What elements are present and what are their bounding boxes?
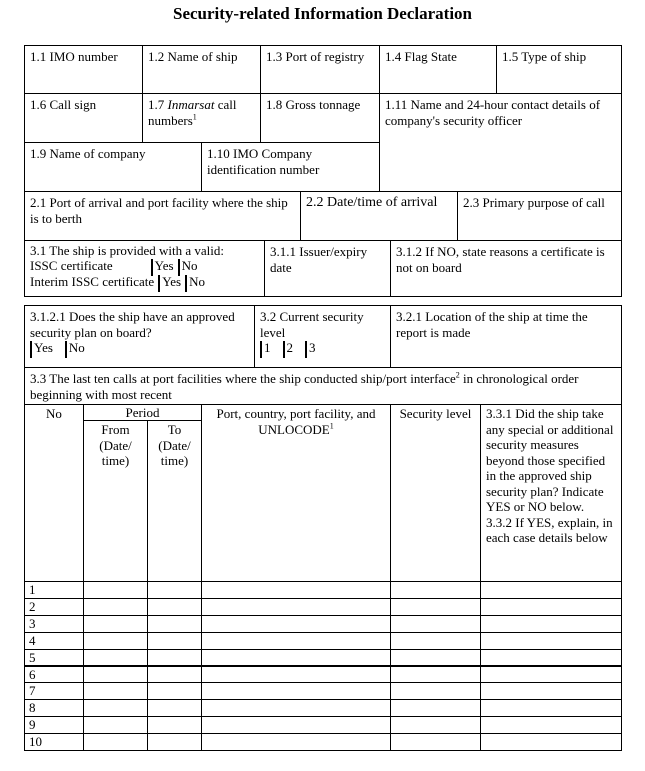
col-from-header xyxy=(83,420,148,582)
col-no-header xyxy=(24,404,84,582)
purpose-label: 2.3 Primary purpose of call xyxy=(463,195,605,210)
row-number: 8 xyxy=(24,699,84,717)
purpose-field[interactable] xyxy=(457,191,622,241)
reason-no-certificate-label: 3.1.2 If NO, state reasons a certificate is not on board xyxy=(396,244,605,275)
certificate-label: 3.1 The ship is provided with a valid: xyxy=(30,243,225,258)
row-to-cell[interactable] xyxy=(147,581,202,599)
level-3-checkbox[interactable] xyxy=(305,341,307,358)
company-name-label: 1.9 Name of company xyxy=(30,146,146,161)
col-measures-label: 3.3.1 Did the ship take any special or additional security measures beyond those specified in the approved ship security plan? Indicate YES or NO below. xyxy=(486,406,614,514)
row-to-cell[interactable] xyxy=(147,733,202,751)
cso-field[interactable] xyxy=(379,93,622,192)
row-number: 3 xyxy=(24,615,84,633)
security-level-field xyxy=(254,305,391,368)
level-2-label: 2 xyxy=(286,340,293,355)
security-plan-field xyxy=(24,305,255,368)
col-period-header xyxy=(83,404,202,421)
ship-name-label: 1.2 Name of ship xyxy=(148,49,238,64)
row-measures-cell[interactable] xyxy=(480,598,622,616)
imo-number-field[interactable] xyxy=(24,45,143,94)
row-measures-cell[interactable] xyxy=(480,666,622,684)
row-measures-cell[interactable] xyxy=(480,649,622,667)
port-arrival-field[interactable] xyxy=(24,191,301,241)
row-to-cell[interactable] xyxy=(147,615,202,633)
col-to-header xyxy=(147,420,202,582)
col-port-header xyxy=(201,404,391,582)
cso-label: 1.11 Name and 24-hour contact details of company's security officer xyxy=(385,97,601,128)
issc-yes-label: Yes xyxy=(154,257,174,273)
row-measures-cell[interactable] xyxy=(480,682,622,700)
issc-row xyxy=(30,259,259,276)
level-3-label: 3 xyxy=(309,340,316,355)
plan-yes-label: Yes xyxy=(34,340,53,355)
ship-type-label: 1.5 Type of ship xyxy=(502,49,587,64)
col-from-label: From (Date/ time) xyxy=(99,422,132,468)
row-from-cell[interactable] xyxy=(83,733,148,751)
row-from-cell[interactable] xyxy=(83,666,148,684)
row-security-level-cell[interactable] xyxy=(390,598,481,616)
interim-issc-label: Interim ISSC certificate xyxy=(30,274,155,289)
row-number: 10 xyxy=(24,733,84,751)
port-registry-field[interactable] xyxy=(260,45,380,94)
row-measures-cell[interactable] xyxy=(480,632,622,650)
interim-issc-row xyxy=(30,275,259,292)
issuer-expiry-field[interactable] xyxy=(264,240,391,297)
row-from-cell[interactable] xyxy=(83,699,148,717)
row-from-cell[interactable] xyxy=(83,682,148,700)
col-period-label: Period xyxy=(125,405,160,420)
certificate-field xyxy=(24,240,265,297)
call-sign-label: 1.6 Call sign xyxy=(30,97,97,112)
row-from-cell[interactable] xyxy=(83,598,148,616)
flag-state-field[interactable] xyxy=(379,45,497,94)
last-calls-label-prefix: 3.3 The last ten calls at port facilities where the ship conducted ship/port interface xyxy=(30,371,456,386)
gross-tonnage-field[interactable] xyxy=(260,93,380,143)
col-to-label: To (Date/ time) xyxy=(158,422,191,468)
row-measures-cell[interactable] xyxy=(480,716,622,734)
row-port-cell[interactable] xyxy=(201,632,391,650)
row-port-cell[interactable] xyxy=(201,733,391,751)
declaration-form xyxy=(24,45,622,751)
row-port-cell[interactable] xyxy=(201,666,391,684)
col-security-level-label: Security level xyxy=(399,406,472,421)
form-title: Security-related Information Declaration xyxy=(172,4,472,23)
row-security-level-cell[interactable] xyxy=(390,581,481,599)
footnote-marker: 2 xyxy=(455,370,460,380)
row-port-cell[interactable] xyxy=(201,581,391,599)
row-security-level-cell[interactable] xyxy=(390,682,481,700)
row-measures-cell[interactable] xyxy=(480,615,622,633)
row-from-cell[interactable] xyxy=(83,632,148,650)
row-number: 7 xyxy=(24,682,84,700)
level-1-checkbox[interactable] xyxy=(260,341,262,358)
row-from-cell[interactable] xyxy=(83,649,148,667)
row-number: 2 xyxy=(24,598,84,616)
row-to-cell[interactable] xyxy=(147,682,202,700)
inmarsat-field[interactable] xyxy=(142,93,261,143)
row-security-level-cell[interactable] xyxy=(390,699,481,717)
row-number: 1 xyxy=(24,581,84,599)
last-calls-label-suffix: in chronological order beginning with most recent xyxy=(30,371,579,402)
row-from-cell[interactable] xyxy=(83,581,148,599)
security-plan-options xyxy=(30,340,249,358)
flag-state-label: 1.4 Flag State xyxy=(385,49,457,64)
issc-yes-checkbox[interactable] xyxy=(151,259,153,276)
gross-tonnage-label: 1.8 Gross tonnage xyxy=(266,97,361,112)
col-no-label: No xyxy=(46,406,62,421)
security-plan-label: 3.1.2.1 Does the ship have an approved security plan on board? xyxy=(30,309,235,340)
row-port-cell[interactable] xyxy=(201,682,391,700)
ship-location-field[interactable] xyxy=(390,305,622,368)
issc-label: ISSC certificate xyxy=(30,257,113,273)
footnote-marker: 1 xyxy=(329,421,334,431)
row-number: 5 xyxy=(24,649,84,667)
row-to-cell[interactable] xyxy=(147,649,202,667)
col-measures-header xyxy=(480,404,622,582)
row-to-cell[interactable] xyxy=(147,666,202,684)
inmarsat-label-suffix: call numbers xyxy=(148,97,237,128)
interim-yes-label: Yes xyxy=(162,274,182,289)
col-port-label: Port, country, port facility, and UNLOCODE xyxy=(216,406,376,437)
arrival-datetime-field[interactable] xyxy=(300,191,458,241)
col-explain-label: 3.3.2 If YES, explain, in each case details below xyxy=(486,514,613,545)
interim-no-checkbox[interactable] xyxy=(185,275,187,292)
security-level-label: 3.2 Current security level xyxy=(260,309,364,340)
row-security-level-cell[interactable] xyxy=(390,649,481,667)
row-security-level-cell[interactable] xyxy=(390,615,481,633)
arrival-datetime-label: 2.2 Date/time of arrival xyxy=(306,195,438,210)
row-to-cell[interactable] xyxy=(147,716,202,734)
issc-no-label: No xyxy=(181,257,198,273)
row-number: 9 xyxy=(24,716,84,734)
company-id-field[interactable] xyxy=(201,142,380,192)
inmarsat-label-italic: Inmarsat xyxy=(167,97,215,112)
ship-location-label: 3.2.1 Location of the ship at time the report is made xyxy=(396,309,588,340)
call-sign-field[interactable] xyxy=(24,93,143,143)
last-calls-heading xyxy=(24,367,622,405)
row-from-cell[interactable] xyxy=(83,615,148,633)
row-security-level-cell[interactable] xyxy=(390,733,481,751)
col-security-level-header xyxy=(390,404,481,582)
issuer-expiry-label: 3.1.1 Issuer/expiry date xyxy=(270,244,368,275)
reason-no-certificate-field[interactable] xyxy=(390,240,622,297)
issc-no-checkbox[interactable] xyxy=(178,259,180,276)
level-1-label: 1 xyxy=(264,340,271,355)
row-to-cell[interactable] xyxy=(147,598,202,616)
imo-number-label: 1.1 IMO number xyxy=(30,49,118,64)
company-name-field[interactable] xyxy=(24,142,202,192)
interim-no-label: No xyxy=(189,274,205,289)
interim-yes-checkbox[interactable] xyxy=(158,275,160,292)
level-2-checkbox[interactable] xyxy=(283,341,285,358)
plan-no-checkbox[interactable] xyxy=(65,341,67,358)
row-port-cell[interactable] xyxy=(201,598,391,616)
row-to-cell[interactable] xyxy=(147,632,202,650)
row-measures-cell[interactable] xyxy=(480,699,622,717)
plan-yes-checkbox[interactable] xyxy=(30,341,32,358)
row-security-level-cell[interactable] xyxy=(390,716,481,734)
row-to-cell[interactable] xyxy=(147,699,202,717)
plan-no-label: No xyxy=(68,340,85,355)
security-level-options xyxy=(260,340,385,358)
row-security-level-cell[interactable] xyxy=(390,632,481,650)
row-from-cell[interactable] xyxy=(83,716,148,734)
row-security-level-cell[interactable] xyxy=(390,666,481,684)
row-number: 6 xyxy=(24,666,84,684)
footnote-marker: 1 xyxy=(192,112,197,122)
port-arrival-label: 2.1 Port of arrival and port facility where the ship is to berth xyxy=(30,195,288,226)
row-port-cell[interactable] xyxy=(201,699,391,717)
row-port-cell[interactable] xyxy=(201,615,391,633)
port-registry-label: 1.3 Port of registry xyxy=(266,49,365,64)
row-measures-cell[interactable] xyxy=(480,581,622,599)
row-port-cell[interactable] xyxy=(201,716,391,734)
row-port-cell[interactable] xyxy=(201,649,391,667)
ship-type-field[interactable] xyxy=(496,45,622,94)
row-measures-cell[interactable] xyxy=(480,733,622,751)
company-id-label: 1.10 IMO Company identification number xyxy=(207,146,320,177)
row-number: 4 xyxy=(24,632,84,650)
ship-name-field[interactable] xyxy=(142,45,261,94)
inmarsat-label-prefix: 1.7 xyxy=(148,97,168,112)
